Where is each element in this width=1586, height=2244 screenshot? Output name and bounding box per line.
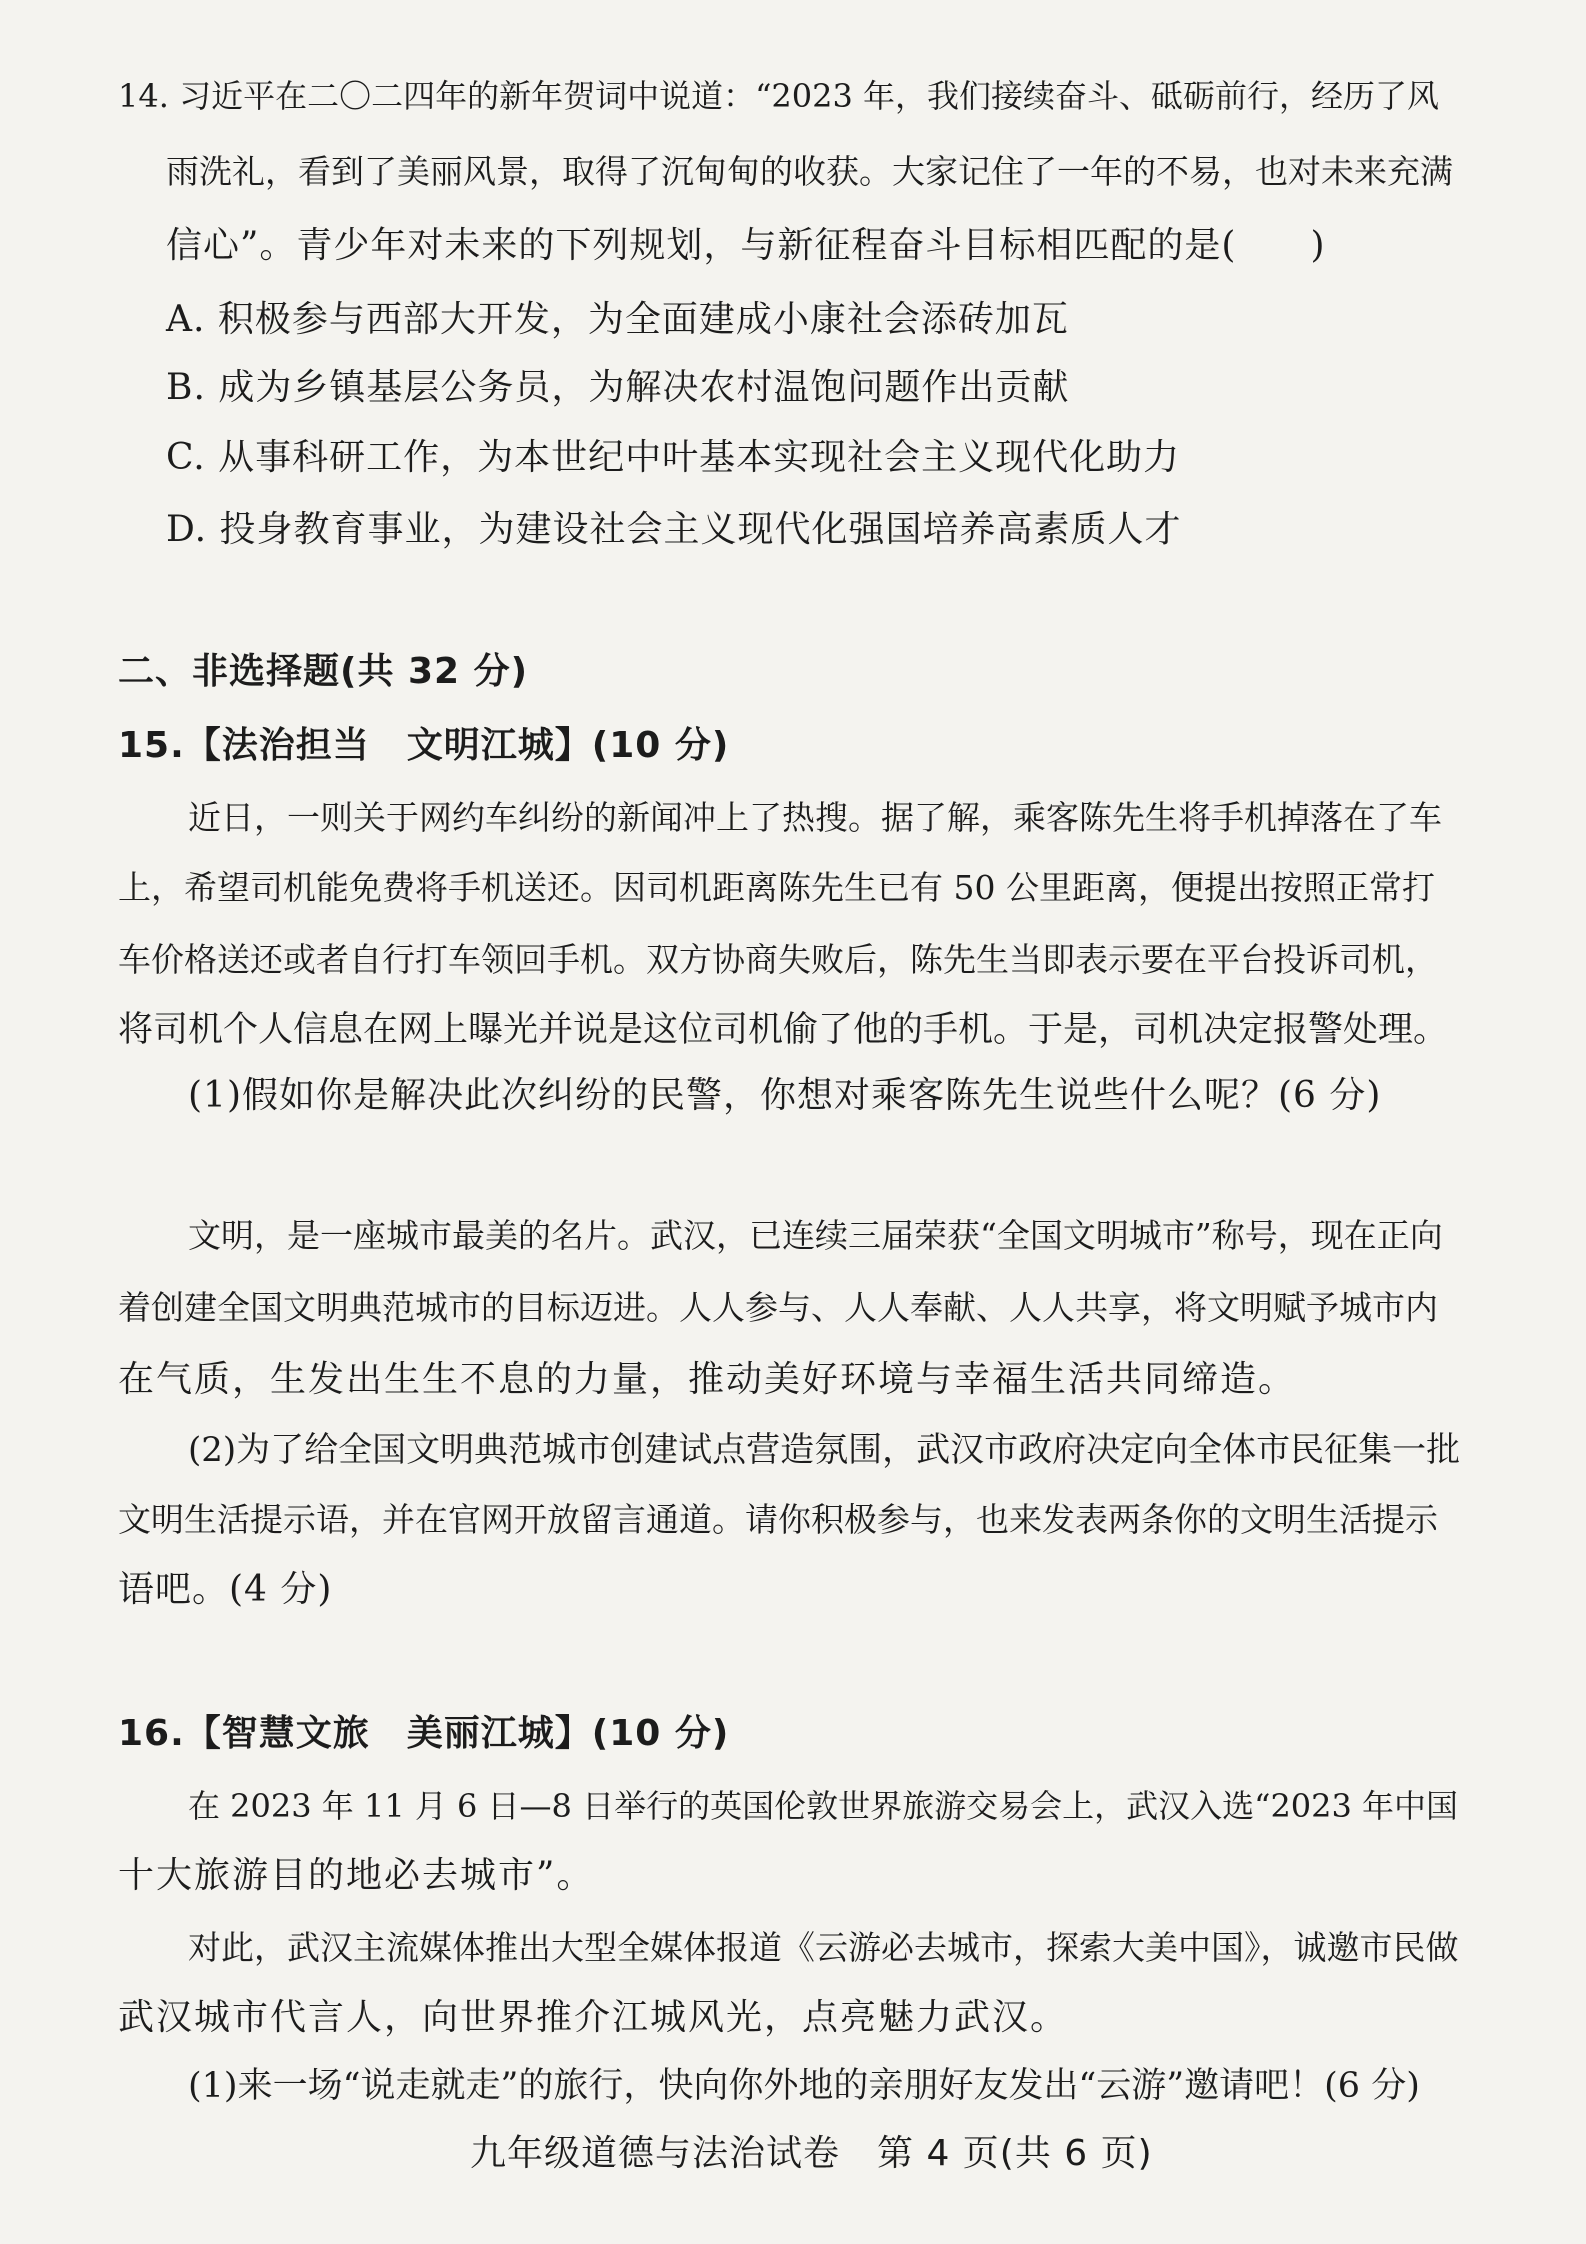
q14-stem-line-3: 信心”。青少年对未来的下列规划，与新征程奋斗目标相匹配的是( ): [166, 225, 1326, 266]
q14-option-a: A. 积极参与西部大开发，为全面建成小康社会添砖加瓦: [166, 299, 1069, 340]
q15-material-2-line-1: 文明，是一座城市最美的名片。武汉，已连续三届荣获“全国文明城市”称号，现在正向: [188, 1216, 1443, 1255]
page-footer: 九年级道德与法治试卷 第 4 页(共 6 页): [470, 2133, 1153, 2174]
q16-material-2-line-2: 武汉城市代言人，向世界推介江城风光，点亮魅力武汉。: [118, 1997, 1069, 2038]
q16-material-1-line-1: 在 2023 年 11 月 6 日—8 日举行的英国伦敦世界旅游交易会上，武汉入选“2023 年中国: [188, 1787, 1459, 1825]
q14-option-c: C. 从事科研工作，为本世纪中叶基本实现社会主义现代化助力: [166, 437, 1181, 478]
q14-option-b: B. 成为乡镇基层公务员，为解决农村温饱问题作出贡献: [166, 367, 1070, 408]
q15-material-2-line-2: 着创建全国文明典范城市的目标迈进。人人参与、人人奉献、人人共享，将文明赋予城市内: [118, 1288, 1438, 1327]
q14-stem-line-2: 雨洗礼，看到了美丽风景，取得了沉甸甸的收获。大家记住了一年的不易，也对未来充满: [166, 152, 1453, 191]
q15-material-1-line-4: 将司机个人信息在网上曝光并说是这位司机偷了他的手机。于是，司机决定报警处理。: [118, 1010, 1449, 1050]
q14-option-d: D. 投身教育事业，为建设社会主义现代化强国培养高素质人才: [166, 509, 1182, 550]
section-2-title: 二、非选择题(共 32 分): [118, 651, 529, 692]
q15-material-1-line-2: 上，希望司机能免费将手机送还。因司机距离陈先生已有 50 公里距离，便提出按照正常打: [118, 868, 1435, 907]
q15-material-2-line-3: 在气质，生发出生生不息的力量，推动美好环境与幸福生活共同缔造。: [118, 1359, 1297, 1400]
q16-material-1-line-2: 十大旅游目的地必去城市”。: [118, 1855, 595, 1896]
q15-title: 15.【法治担当 文明江城】(10 分): [118, 725, 730, 766]
q15-subquestion-2-line-2: 文明生活提示语，并在官网开放留言通道。请你积极参与，也来发表两条你的文明生活提示: [118, 1500, 1438, 1539]
q16-material-2-line-1: 对此，武汉主流媒体推出大型全媒体报道《云游必去城市，探索大美中国》，诚邀市民做: [188, 1928, 1459, 1967]
q15-material-1-line-3: 车价格送还或者自行打车领回手机。双方协商失败后，陈先生当即表示要在平台投诉司机，: [118, 940, 1438, 979]
q16-title: 16.【智慧文旅 美丽江城】(10 分): [118, 1713, 730, 1754]
q15-subquestion-2-line-1: (2)为了给全国文明典范城市创建试点营造氛围，武汉市政府决定向全体市民征集一批: [188, 1430, 1461, 1470]
q14-stem-line-1: 14. 习近平在二〇二四年的新年贺词中说道：“2023 年，我们接续奋斗、砥砺前行，经历了风: [118, 77, 1440, 115]
q16-subquestion-1: (1)来一场“说走就走”的旅行，快向你外地的亲朋好友发出“云游”邀请吧！(6 分): [188, 2066, 1420, 2106]
q15-material-1-line-1: 近日，一则关于网约车纠纷的新闻冲上了热搜。据了解，乘客陈先生将手机掉落在了车: [188, 798, 1442, 837]
q15-subquestion-2-line-3: 语吧。(4 分): [118, 1569, 333, 1610]
q15-subquestion-1: (1)假如你是解决此次纠纷的民警，你想对乘客陈先生说些什么呢？(6 分): [188, 1075, 1382, 1116]
